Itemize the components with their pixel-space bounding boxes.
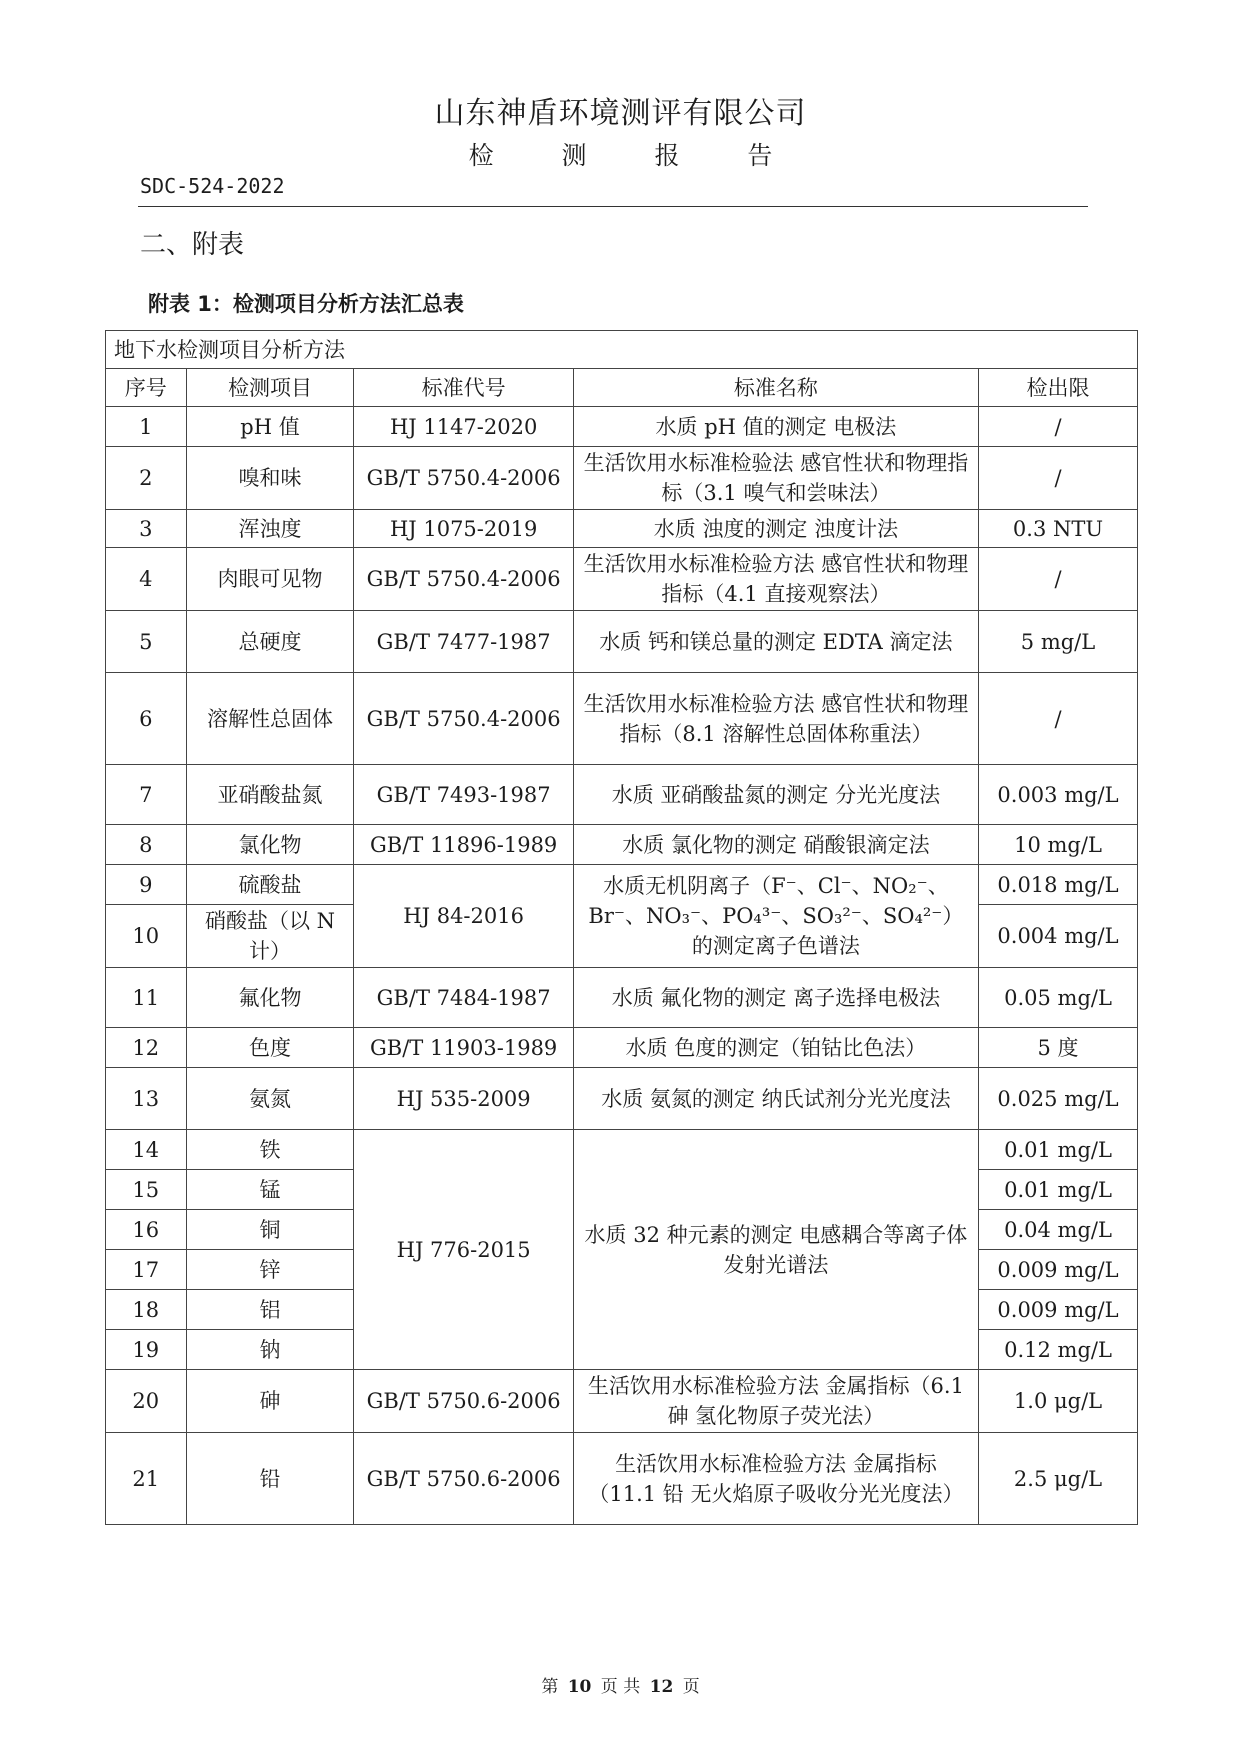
column-header: 标准名称 — [573, 369, 978, 407]
standard-code: HJ 1147-2020 — [354, 407, 573, 447]
detection-limit: / — [979, 447, 1138, 510]
header-divider — [138, 206, 1088, 207]
test-item: 硝酸盐（以 N 计） — [186, 905, 354, 968]
detection-limit: 5 度 — [979, 1028, 1138, 1068]
table-row — [106, 1028, 1138, 1068]
row-number: 6 — [106, 673, 187, 765]
test-item: 氟化物 — [186, 968, 354, 1028]
table-row — [106, 825, 1138, 865]
column-header: 检测项目 — [186, 369, 354, 407]
standard-code: GB/T 5750.4-2006 — [354, 673, 573, 765]
standard-name: 水质 氯化物的测定 硝酸银滴定法 — [573, 825, 978, 865]
standard-code: GB/T 11903-1989 — [354, 1028, 573, 1068]
standard-name: 水质 32 种元素的测定 电感耦合等离子体发射光谱法 — [573, 1130, 978, 1370]
standard-name: 生活饮用水标准检验方法 金属指标（6.1 砷 氢化物原子荧光法） — [573, 1370, 978, 1433]
table-row — [106, 407, 1138, 447]
test-item: 铅 — [186, 1433, 354, 1525]
standard-name: 水质 色度的测定（铂钴比色法） — [573, 1028, 978, 1068]
table-header-row — [106, 369, 1138, 407]
standard-code: GB/T 7484-1987 — [354, 968, 573, 1028]
standard-name: 生活饮用水标准检验方法 感官性状和物理指标（8.1 溶解性总固体称重法） — [573, 673, 978, 765]
row-number: 7 — [106, 765, 187, 825]
footer-suffix: 页 — [682, 1677, 700, 1697]
row-number: 21 — [106, 1433, 187, 1525]
standard-code: GB/T 11896-1989 — [354, 825, 573, 865]
detection-limit: 0.05 mg/L — [979, 968, 1138, 1028]
row-number: 2 — [106, 447, 187, 510]
standard-name: 水质 pH 值的测定 电极法 — [573, 407, 978, 447]
standard-code: GB/T 5750.6-2006 — [354, 1370, 573, 1433]
test-item: 色度 — [186, 1028, 354, 1068]
standard-name: 生活饮用水标准检验方法 金属指标（11.1 铅 无火焰原子吸收分光光度法） — [573, 1433, 978, 1525]
table-row — [106, 447, 1138, 510]
table-row — [106, 1130, 1138, 1170]
detection-limit: 1.0 μg/L — [979, 1370, 1138, 1433]
column-header: 序号 — [106, 369, 187, 407]
section-title: 二、附表 — [140, 230, 245, 260]
test-item: 铝 — [186, 1290, 354, 1330]
test-item: 氯化物 — [186, 825, 354, 865]
detection-limit: 0.12 mg/L — [979, 1330, 1138, 1370]
detection-limit: 0.004 mg/L — [979, 905, 1138, 968]
standard-name: 水质 氨氮的测定 纳氏试剂分光光度法 — [573, 1068, 978, 1130]
detection-limit: 0.009 mg/L — [979, 1290, 1138, 1330]
row-number: 3 — [106, 510, 187, 548]
report-title: 检 测 报 告 — [468, 141, 803, 170]
row-number: 9 — [106, 865, 187, 905]
table-row — [106, 611, 1138, 673]
row-number: 12 — [106, 1028, 187, 1068]
test-item: 嗅和味 — [186, 447, 354, 510]
standard-code: HJ 1075-2019 — [354, 510, 573, 548]
table-caption: 附表 1：检测项目分析方法汇总表 — [148, 292, 464, 316]
test-item: 砷 — [186, 1370, 354, 1433]
detection-limit: / — [979, 407, 1138, 447]
test-item: 锌 — [186, 1250, 354, 1290]
test-item: pH 值 — [186, 407, 354, 447]
test-item: 铜 — [186, 1210, 354, 1250]
detection-limit: 0.018 mg/L — [979, 865, 1138, 905]
standard-name: 水质 亚硝酸盐氮的测定 分光光度法 — [573, 765, 978, 825]
table-title-row — [106, 331, 1138, 369]
total-pages: 12 — [649, 1677, 674, 1697]
detection-limit: 2.5 μg/L — [979, 1433, 1138, 1525]
standard-code: GB/T 7493-1987 — [354, 765, 573, 825]
row-number: 8 — [106, 825, 187, 865]
detection-limit: 0.04 mg/L — [979, 1210, 1138, 1250]
footer-mid: 页 共 — [600, 1677, 641, 1697]
standard-code: HJ 84-2016 — [354, 865, 573, 968]
test-item: 总硬度 — [186, 611, 354, 673]
standard-name: 生活饮用水标准检验法 感官性状和物理指标（3.1 嗅气和尝味法） — [573, 447, 978, 510]
row-number: 20 — [106, 1370, 187, 1433]
row-number: 18 — [106, 1290, 187, 1330]
test-item: 亚硝酸盐氮 — [186, 765, 354, 825]
page-footer — [0, 1672, 1241, 1697]
table-row — [106, 1370, 1138, 1433]
standard-code: GB/T 7477-1987 — [354, 611, 573, 673]
standard-code: GB/T 5750.4-2006 — [354, 548, 573, 611]
table-title: 地下水检测项目分析方法 — [106, 331, 1138, 369]
standard-code: GB/T 5750.6-2006 — [354, 1433, 573, 1525]
test-item: 铁 — [186, 1130, 354, 1170]
document-number: SDC-524-2022 — [140, 174, 285, 198]
methods-table — [105, 330, 1138, 1525]
detection-limit: 5 mg/L — [979, 611, 1138, 673]
standard-code: HJ 776-2015 — [354, 1130, 573, 1370]
table-row — [106, 548, 1138, 611]
company-name: 山东神盾环境测评有限公司 — [434, 96, 807, 131]
column-header: 标准代号 — [354, 369, 573, 407]
footer-prefix: 第 — [541, 1677, 559, 1697]
row-number: 13 — [106, 1068, 187, 1130]
test-item: 溶解性总固体 — [186, 673, 354, 765]
test-item: 锰 — [186, 1170, 354, 1210]
standard-name: 水质 钙和镁总量的测定 EDTA 滴定法 — [573, 611, 978, 673]
table-row — [106, 1433, 1138, 1525]
test-item: 硫酸盐 — [186, 865, 354, 905]
row-number: 4 — [106, 548, 187, 611]
standard-name: 水质 浊度的测定 浊度计法 — [573, 510, 978, 548]
table-row — [106, 865, 1138, 905]
row-number: 17 — [106, 1250, 187, 1290]
detection-limit: / — [979, 673, 1138, 765]
row-number: 5 — [106, 611, 187, 673]
row-number: 11 — [106, 968, 187, 1028]
row-number: 19 — [106, 1330, 187, 1370]
table-row — [106, 968, 1138, 1028]
table-row — [106, 1068, 1138, 1130]
test-item: 浑浊度 — [186, 510, 354, 548]
standard-name: 水质无机阴离子（F⁻、Cl⁻、NO₂⁻、Br⁻、NO₃⁻、PO₄³⁻、SO₃²⁻、SO₄²⁻）的测定离子色谱法 — [573, 865, 978, 968]
table-row — [106, 673, 1138, 765]
row-number: 14 — [106, 1130, 187, 1170]
detection-limit: 0.01 mg/L — [979, 1130, 1138, 1170]
detection-limit: 0.3 NTU — [979, 510, 1138, 548]
table-row — [106, 765, 1138, 825]
detection-limit: 0.025 mg/L — [979, 1068, 1138, 1130]
current-page: 10 — [567, 1677, 592, 1697]
detection-limit: 0.003 mg/L — [979, 765, 1138, 825]
detection-limit: 10 mg/L — [979, 825, 1138, 865]
row-number: 10 — [106, 905, 187, 968]
test-item: 肉眼可见物 — [186, 548, 354, 611]
test-item: 氨氮 — [186, 1068, 354, 1130]
standard-name: 水质 氟化物的测定 离子选择电极法 — [573, 968, 978, 1028]
test-item: 钠 — [186, 1330, 354, 1370]
row-number: 1 — [106, 407, 187, 447]
column-header: 检出限 — [979, 369, 1138, 407]
standard-code: GB/T 5750.4-2006 — [354, 447, 573, 510]
row-number: 16 — [106, 1210, 187, 1250]
detection-limit: 0.01 mg/L — [979, 1170, 1138, 1210]
row-number: 15 — [106, 1170, 187, 1210]
detection-limit: / — [979, 548, 1138, 611]
table-row — [106, 510, 1138, 548]
standard-name: 生活饮用水标准检验方法 感官性状和物理指标（4.1 直接观察法） — [573, 548, 978, 611]
standard-code: HJ 535-2009 — [354, 1068, 573, 1130]
detection-limit: 0.009 mg/L — [979, 1250, 1138, 1290]
